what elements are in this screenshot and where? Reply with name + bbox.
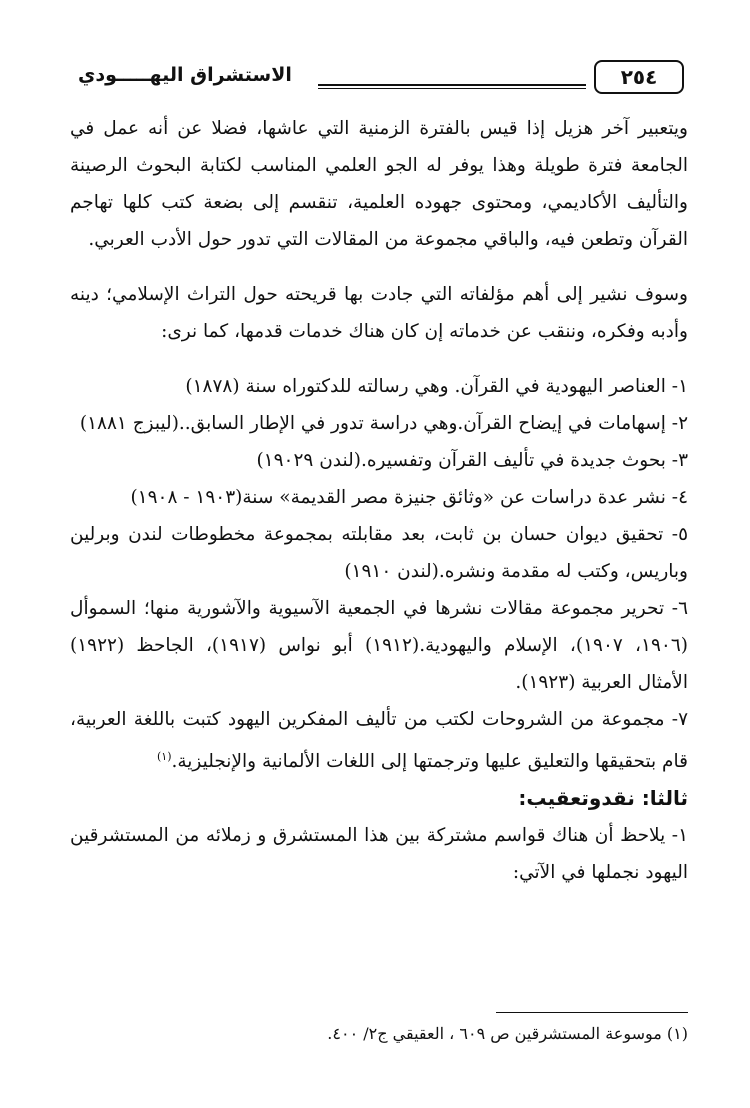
page-number: ٢٥٤ [594, 60, 684, 94]
running-title: الاستشراق اليهـــــودي [78, 64, 292, 86]
section-heading: ثالثا: نقدوتعقيب: [518, 786, 688, 811]
list-item-7-text: ٧- مجموعة من الشروحات لكتب من تأليف المفكرين اليهود كتبت باللغة العربية، قام بتحقيقها والتعليق عليها وترجمتها إلى اللغات الألمانية والإنجليزية. [70, 709, 688, 773]
paragraph-1: ويتعبير آخر هزيل إذا قيس بالفترة الزمنية التي عاشها، فضلا عن أنه عمل في الجامعة فترة طويلة وهذا يوفر له الجو العلمي المناسب لكتابة البحوث الرصينة والتأليف الأكاديمي، ومحتوى جهوده العلمية، تنقسم إلى بضعة كتب كلها تهاجم القرآن وتطعن فيه، والباقي مجموعة من المقالات التي تدور حول الأدب العربي. [70, 118, 688, 250]
list-item-7 [70, 701, 688, 780]
header-rule-thin [318, 88, 586, 89]
footnote-rule [496, 1012, 688, 1013]
footnote-reference: (١) [156, 750, 172, 763]
footnote: (١) موسوعة المستشرقين ص ٦٠٩ ، العقيقي ج٢/ ٤٠٠. [327, 1024, 688, 1043]
list-item-4: ٤- نشر عدة دراسات عن «وثائق جنيزة مصر القديمة» سنة(١٩٠٣ - ١٩٠٨) [130, 487, 688, 508]
list-item-3: ٣- بحوث جديدة في تأليف القرآن وتفسيره.(لندن ١٩٠٢٩) [256, 450, 688, 471]
list-item-2: ٢- إسهامات في إيضاح القرآن.وهي دراسة تدور في الإطار السابق..(ليبزج ١٨٨١) [79, 413, 688, 434]
header-rule [318, 84, 586, 86]
page-body [70, 110, 688, 891]
list-item-5: ٥- تحقيق ديوان حسان بن ثابت، بعد مقابلته بمجموعة مخطوطات لندن وبرلين وباريس، وكتب له مقدمة ونشره.(لندن ١٩١٠) [70, 524, 688, 582]
paragraph-2: وسوف نشير إلى أهم مؤلفاته التي جادت بها قريحته حول التراث الإسلامي؛ دينه وأدبه وفكره، وننقب عن خدماته إن كان هناك خدمات قدمها، كما نرى: [70, 284, 688, 342]
list-item-1: ١- العناصر اليهودية في القرآن. وهي رسالته للدكتوراه سنة (١٨٧٨) [185, 376, 688, 397]
page-header [78, 58, 690, 98]
list-item-6: ٦- تحرير مجموعة مقالات نشرها في الجمعية الآسيوية والآشورية منها؛ السموأل (١٩٠٦، ١٩٠٧)، الإسلام واليهودية.(١٩١٢) أبو نواس (١٩١٧)، الجاحظ (١٩٢٢) الأمثال العربية (١٩٢٣). [70, 598, 688, 693]
section-item-1: ١- يلاحظ أن هناك قواسم مشتركة بين هذا المستشرق و زملائه من المستشرقين اليهود نجملها في الآتي: [70, 825, 688, 884]
